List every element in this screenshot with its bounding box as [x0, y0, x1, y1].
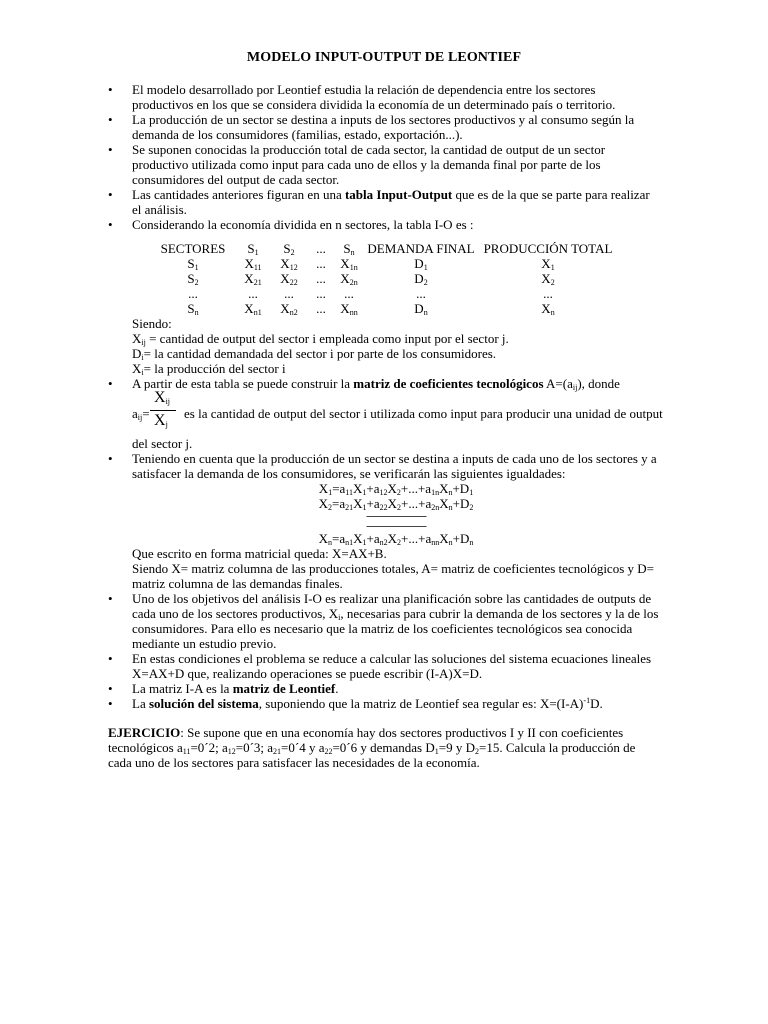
siendo-definitions: Siendo X= matriz columna de las producciones totales, A= matriz de coeficientes tecnológicos y D= matriz columna de las demandas finales.: [132, 561, 654, 591]
table-cell: $X_1$: [541, 256, 555, 272]
equation-dots: ............................................................: [366, 520, 426, 529]
equation-1: $X_1=a_{11}X_1+a_{12}X_2+...+a_{1n}X_n+D_1$: [318, 481, 474, 497]
paragraph-text: que es de la que se parte para realizar el análisis.: [132, 187, 650, 217]
table-cell: $X_{n2}$: [280, 301, 298, 317]
bold-term: matriz de Leontief: [232, 681, 336, 696]
bullet-item-9: [108, 651, 660, 681]
fraction-lhs: $a_{ij}=$: [132, 406, 150, 422]
paragraph: El modelo desarrollado por Leontief estudia la relación de dependencia entre los sectores productivos en los que se considera dividida la economía de un determinado país o territorio.: [132, 82, 616, 112]
bullet-icon: •: [108, 142, 113, 157]
bullet-item-1: [108, 82, 660, 112]
bullet-item-10: • La matriz I-A es la matriz de Leontief.: [108, 681, 339, 696]
table-cell: ...: [284, 286, 294, 301]
bullet-item-3: [108, 142, 660, 187]
bullet-item-8: • Uno de los objetivos del análisis I-O es realizar una planificación sobre las cantidades de outputs de cada uno de los sectores productivos, $X_i$, necesarias para cubrir la demanda de los sectores y la de los consumidores. Para ello es necesario que la matriz de los coeficientes tecnológicos sea conocida mediante un estudio previo.: [108, 591, 659, 651]
equation-2: $X_2=a_{21}X_1+a_{22}X_2+...+a_{2n}X_n+D_2$: [318, 496, 474, 512]
table-cell: ...: [316, 256, 326, 271]
table-cell: $D_2$: [414, 271, 428, 287]
table-cell: $X_{21}$: [244, 271, 262, 287]
bullet-icon: •: [108, 696, 113, 711]
header-ellipsis: ...: [316, 241, 326, 256]
bullet-icon: •: [108, 681, 113, 696]
io-table: [150, 241, 618, 316]
table-cell: $X_{nn}$: [340, 301, 358, 317]
header-sectores: SECTORES: [160, 241, 226, 256]
table-cell: ...: [188, 286, 198, 301]
table-cell: $D_1$: [414, 256, 428, 272]
definition-xi: $X_i=$ la producción del sector i: [132, 361, 286, 377]
fraction-explanation: es la cantidad de output del sector i utilizada como input para producir una unidad de output: [184, 406, 663, 421]
bullet-icon: •: [108, 591, 113, 606]
table-cell: $X_{12}$: [280, 256, 298, 272]
fraction-bar: [150, 410, 176, 411]
table-row: [150, 286, 618, 301]
definition-xij: $X_{ij}$ = cantidad de output del sector i empleada como input por el sector j.: [132, 331, 509, 347]
table-cell: $X_{2n}$: [340, 271, 358, 287]
equation-n: $X_n=a_{n1}X_1+a_{n2}X_2+...+a_{nn}X_n+D_n$: [318, 531, 474, 547]
bullet-icon: •: [108, 82, 113, 97]
bold-term: matriz de coeficientes tecnológicos: [353, 376, 544, 391]
equation-dots: ............................................................: [366, 510, 426, 519]
bullet-icon: •: [108, 217, 113, 232]
header-produccion-total: PRODUCCIÓN TOTAL: [483, 241, 613, 256]
paragraph: Teniendo en cuenta que la producción de un sector se destina a inputs de cada uno de los sectores y a satisfacer la demanda de los consumidores, se verificarán las siguientes igualdades:: [132, 451, 657, 481]
fraction: [132, 391, 184, 433]
table-row: [150, 301, 618, 316]
definition-di: $D_i=$ la cantidad demandada del sector i por parte de los consumidores.: [132, 346, 497, 362]
matricial-form: Que escrito en forma matricial queda: X=AX+B.: [132, 546, 387, 561]
table-cell: ...: [316, 301, 326, 316]
table-cell: $X_n$: [541, 301, 555, 317]
bold-term: tabla Input-Output: [344, 187, 453, 202]
fraction-denominator: $X_j$: [154, 412, 168, 429]
table-cell: ...: [248, 286, 258, 301]
table-cell: $X_{22}$: [280, 271, 298, 287]
table-row: [150, 271, 618, 286]
bullet-item-6: • A partir de esta tabla se puede construir la matriz de coeficientes tecnológicos $A=(a_{ij})$, donde: [108, 376, 620, 392]
paragraph: Considerando la economía dividida en n sectores, la tabla I-O es :: [132, 217, 474, 232]
bullet-icon: •: [108, 451, 113, 466]
paragraph: La producción de un sector se destina a inputs de los sectores productivos y al consumo según la demanda de los consumidores (familias, estado, exportación...).: [132, 112, 635, 142]
bullet-item-5: [108, 217, 660, 232]
header-s1: $S_1$: [247, 241, 259, 257]
table-cell: ...: [316, 286, 326, 301]
bullet-icon: •: [108, 651, 113, 666]
header-s2: $S_2$: [283, 241, 295, 257]
table-header-row: [150, 241, 618, 256]
coefficient-formula: [108, 389, 663, 433]
exercise-paragraph: EJERCICIO: Se supone que en una economía hay dos sectores productivos I y II con coeficientes tecnológicos $a_{11}=0´2$; $a_{12}=0´3$; $a_{21}=0´4$ y $a_{22}=0´6$ y demandas $D_1=9$ y $D_2=15$. Calcula la producción de cada uno de los sectores para satisfacer las necesidades de la economía.: [108, 725, 636, 770]
paragraph: Se suponen conocidas la producción total de cada sector, la cantidad de output de un sector productivo utilizada como input para cada uno de ellos y la demanda final por parte de los consumidores del output de cada sector.: [132, 142, 606, 187]
table-cell: ...: [416, 286, 426, 301]
table-cell: $X_{n1}$: [244, 301, 262, 317]
bullet-item-4: [108, 187, 660, 217]
table-cell: $D_n$: [414, 301, 428, 317]
table-cell: ...: [316, 271, 326, 286]
fraction-numerator: $X_{ij}$: [154, 389, 171, 406]
siendo-label: Siendo:: [132, 316, 172, 331]
document-page: [108, 46, 663, 770]
table-row: [150, 256, 618, 271]
bullet-item-11: • La solución del sistema, suponiendo que la matriz de Leontief sea regular es: $X=(I-A)^{-1}D$.: [108, 696, 603, 711]
row-sector: $S_n$: [187, 301, 199, 317]
table-cell: $X_{1n}$: [340, 256, 358, 272]
header-demanda-final: DEMANDA FINAL: [367, 241, 475, 256]
table-cell: ...: [344, 286, 354, 301]
fraction-continuation: del sector j.: [132, 436, 193, 451]
paragraph: En estas condiciones el problema se reduce a calcular las soluciones del sistema ecuaciones lineales X=AX+D que, realizando operaciones se puede escribir (I-A)X=D.: [132, 651, 652, 681]
paragraph-text: Las cantidades anteriores figuran en una: [132, 187, 345, 202]
bullet-icon: •: [108, 187, 113, 202]
exercise-label: EJERCICIO: [108, 725, 181, 740]
table-cell: ...: [543, 286, 553, 301]
bullet-item-2: [108, 112, 660, 142]
row-sector: $S_1$: [187, 256, 199, 272]
bullet-item-7: [108, 451, 660, 481]
table-cell: $X_2$: [541, 271, 555, 287]
bullet-icon: •: [108, 376, 113, 391]
row-sector: $S_2$: [187, 271, 199, 287]
page-title: MODELO INPUT-OUTPUT DE LEONTIEF: [246, 50, 522, 65]
header-sn: $S_n$: [343, 241, 355, 257]
bullet-icon: •: [108, 112, 113, 127]
bold-term: solución del sistema: [148, 696, 259, 711]
table-cell: $X_{11}$: [244, 256, 262, 272]
